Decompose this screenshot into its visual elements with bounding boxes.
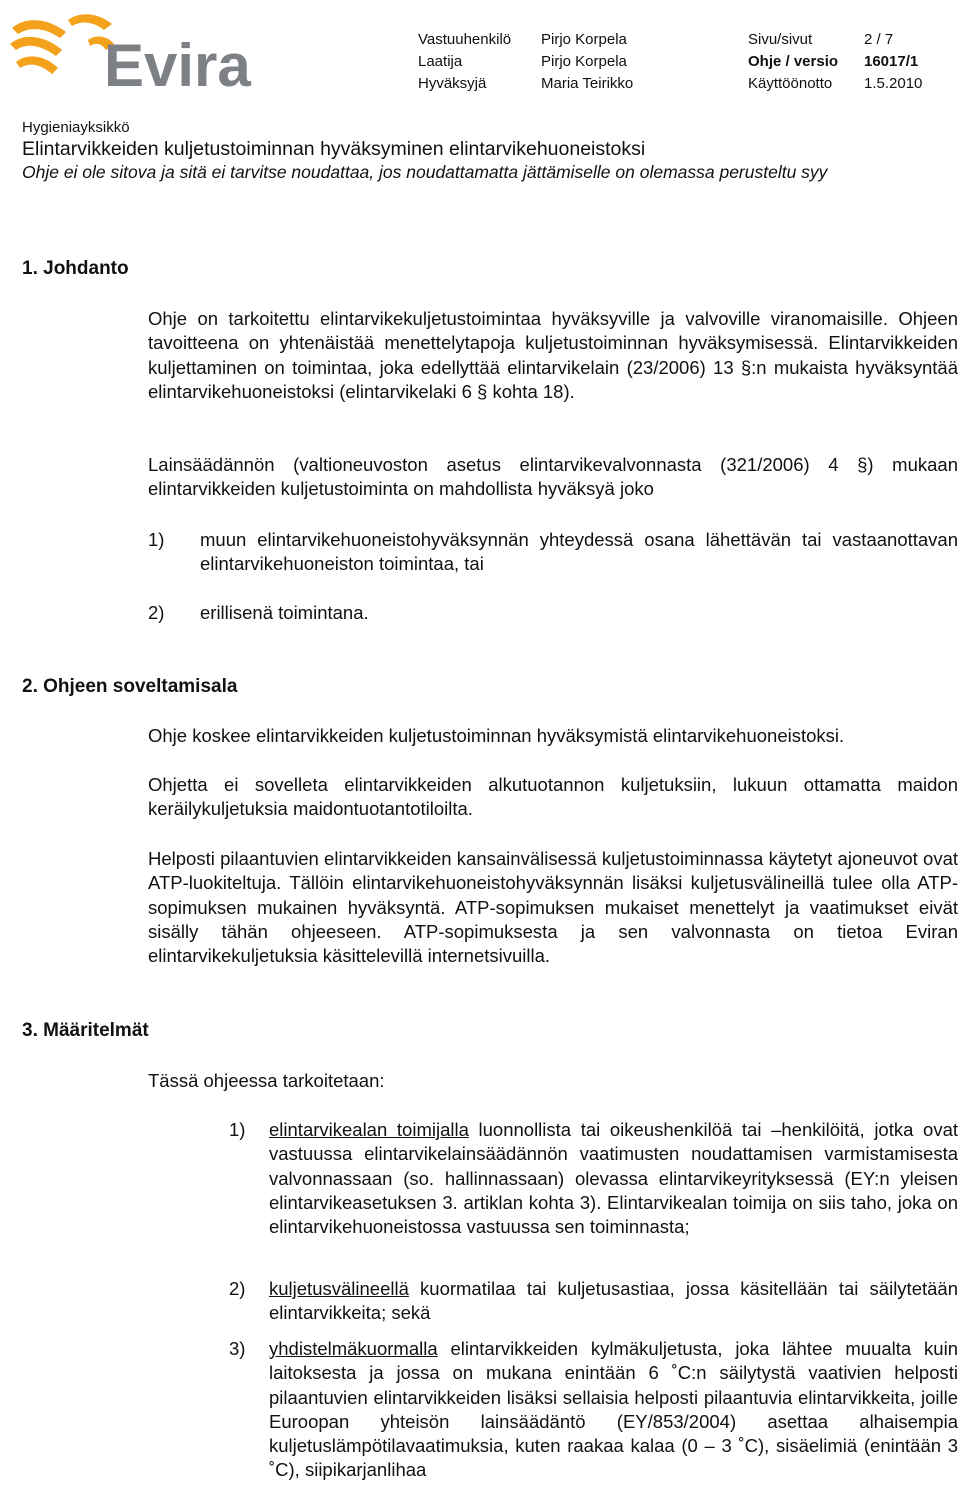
section-heading-definitions: 3. Määritelmät bbox=[22, 1020, 149, 1041]
meta-value-responsible: Pirjo Korpela bbox=[541, 31, 627, 48]
list-item bbox=[148, 601, 958, 625]
meta-label-version: Ohje / versio bbox=[748, 53, 839, 70]
definition-body: kuormatilaa tai kuljetusastiaa, jossa käsitellään tai säilytetään elintarvikkeita; sekä bbox=[269, 1278, 958, 1324]
list-item-number: 2) bbox=[148, 602, 165, 623]
definition-text bbox=[269, 1337, 958, 1483]
definition-term: yhdistelmäkuormalla bbox=[269, 1338, 438, 1359]
definition-number: 3) bbox=[229, 1338, 246, 1359]
meta-label-pages: Sivu/sivut bbox=[748, 31, 813, 48]
paragraph-scope-2: Ohjetta ei sovelleta elintarvikkeiden alkutuotannon kuljetuksiin, lukuun ottamatta maidon keräilykuljetuksia maidontuotantotiloilta. bbox=[148, 774, 958, 820]
logo-rays-icon bbox=[10, 14, 114, 74]
document-title: Elintarvikkeiden kuljetustoiminnan hyväksyminen elintarvikehuoneistoksi bbox=[22, 138, 646, 160]
evira-logo bbox=[8, 10, 270, 96]
definition-number: 2) bbox=[229, 1278, 246, 1299]
list-item-text: muun elintarvikehuoneistohyväksynnän yhteydessä osana lähettävän tai vastaanottavan elintarvikehuoneiston toimintaa, tai bbox=[200, 529, 958, 575]
section-heading-introduction: 1. Johdanto bbox=[22, 258, 129, 279]
logo-wordmark: Evira bbox=[104, 32, 251, 96]
unit-name: Hygieniayksikkö bbox=[22, 119, 130, 136]
definition-text bbox=[269, 1118, 958, 1239]
definition-body: luonnollista tai oikeushenkilöä tai –henkilöitä, jotka ovat vastuussa elintarvikelainsäädännön vaatimusten noudattamisen varmistamisesta valvonnassaan (so. hallinnassaan) olevassa elintarvikeyrityksessä (EY:n yleisen elintarvikeasetuksen 3. artiklan kohta 3). Elintarvikealan toimija on siis taho, joka on elintarvikehuoneistossa vastuussa sen toiminnasta; bbox=[269, 1119, 958, 1238]
list-item bbox=[148, 528, 958, 577]
meta-label-effective: Käyttöönotto bbox=[748, 75, 833, 92]
definition-text bbox=[269, 1277, 958, 1326]
paragraph-intro-1: Ohje on tarkoitettu elintarvikekuljetustoimintaa hyväksyville ja valvoville viranomaisille. Ohjeen tavoitteena on yhtenäistää menettelytapoja kuljetustoiminnan hyväksymisessä. Elintarvikkeiden kuljettaminen on toimintaa, joka edellyttää elintarvikelain (23/2006) 13 §:n mukaista hyväksyntää elintarvikehuoneistoksi (elintarvikelaki 6 § kohta 18). bbox=[148, 308, 958, 402]
meta-label-approver: Hyväksyjä bbox=[418, 75, 487, 92]
document-note: Ohje ei ole sitova ja sitä ei tarvitse noudattaa, jos noudattamatta jättämiselle on olemassa perusteltu syy bbox=[22, 162, 828, 182]
definition-item bbox=[229, 1277, 958, 1326]
meta-value-version: 16017/1 bbox=[864, 53, 919, 70]
paragraph-scope-3: Helposti pilaantuvien elintarvikkeiden kansainvälisessä kuljetustoiminnassa käytetyt ajoneuvot ovat ATP-luokiteltuja. Tällöin elintarvikehuoneistohyväksynnän lisäksi kuljetusvälineillä tulee olla ATP-sopimuksen mukainen hyväksyntä. ATP-sopimuksen mukaiset menettelyt ja vaatimukset eivät sisälly tähän ohjeeseen. ATP-sopimuksesta ja sen valvonnasta on tietoa Eviran elintarvikekuljetuksia käsittelevillä internetsivuilla. bbox=[148, 848, 958, 967]
definition-number: 1) bbox=[229, 1119, 246, 1140]
definition-body: elintarvikkeiden kylmäkuljetusta, joka lähtee muualta kuin laitoksesta ja jossa on mukana enintään 6 ˚C:n säilytystä vaativien helposti pilaantuvien elintarvikkeiden lisäksi sellaisia helposti pilaantuvia elintarvikkeita, joille Euroopan yhteisön lainsäädäntö (EY/853/2004) asettaa alhaisempia kuljetuslämpötilavaatimuksia, kuten raakaa kalaa (0 – 3 ˚C), sisäelimiä (enintään 3 ˚C), siipikarjanlihaa bbox=[269, 1338, 958, 1481]
list-item-number: 1) bbox=[148, 529, 165, 550]
definition-term: kuljetusvälineellä bbox=[269, 1278, 409, 1299]
definition-term: elintarvikealan toimijalla bbox=[269, 1119, 469, 1140]
meta-label-responsible: Vastuuhenkilö bbox=[418, 31, 512, 48]
paragraph-scope-1: Ohje koskee elintarvikkeiden kuljetustoiminnan hyväksymistä elintarvikehuoneistoksi. bbox=[148, 725, 845, 746]
meta-value-author: Pirjo Korpela bbox=[541, 53, 627, 70]
paragraph-intro-2: Lainsäädännön (valtioneuvoston asetus elintarvikevalvonnasta (321/2006) 4 §) mukaan elintarvikkeiden kuljetustoiminta on mahdollista hyväksyä joko bbox=[148, 454, 958, 500]
section-heading-scope: 2. Ohjeen soveltamisala bbox=[22, 676, 238, 697]
list-item-text: erillisenä toimintana. bbox=[200, 602, 369, 623]
definitions-intro: Tässä ohjeessa tarkoitetaan: bbox=[148, 1070, 385, 1091]
definition-item bbox=[229, 1337, 958, 1483]
meta-label-author: Laatija bbox=[418, 53, 463, 70]
meta-value-pages: 2 / 7 bbox=[864, 31, 894, 48]
meta-value-approver: Maria Teirikko bbox=[541, 75, 634, 92]
meta-value-effective: 1.5.2010 bbox=[864, 75, 923, 92]
definition-item bbox=[229, 1118, 958, 1239]
